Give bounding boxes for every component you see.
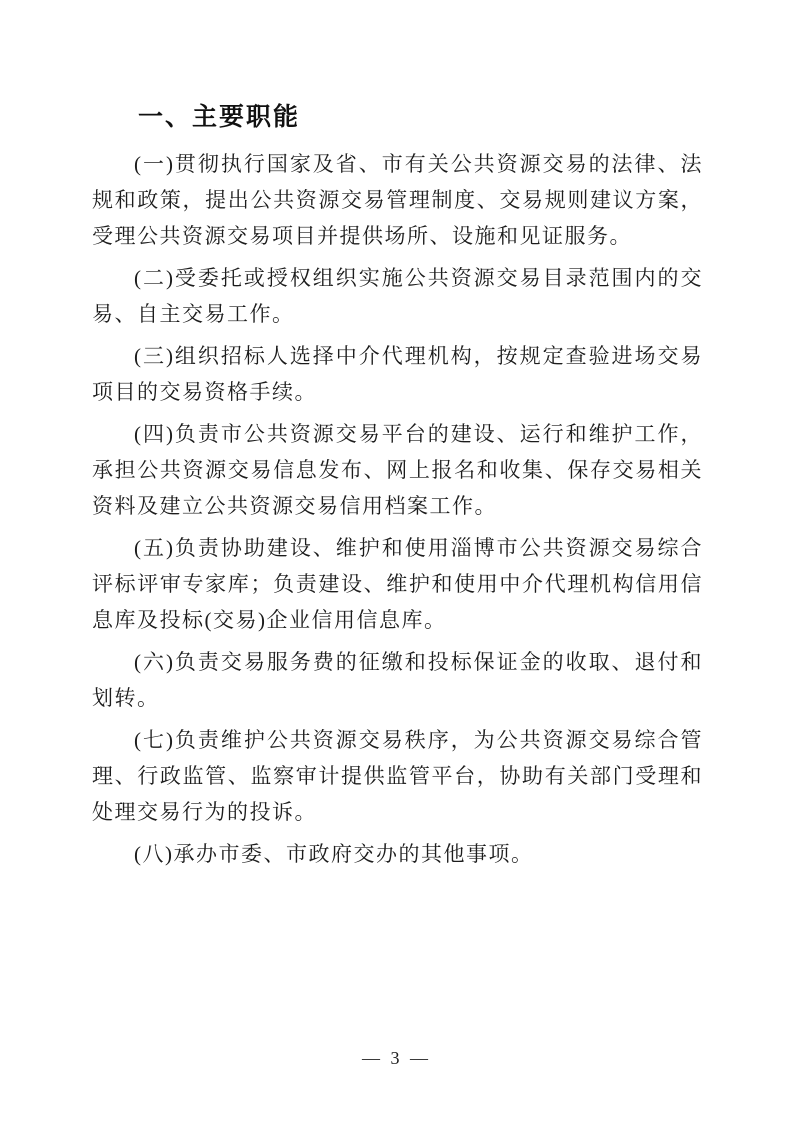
paragraph-3: (三)组织招标人选择中介代理机构，按规定查验进场交易项目的交易资格手续。 [92, 344, 703, 404]
paragraph-5: (五)负责协助建设、维护和使用淄博市公共资源交易综合评标评审专家库；负责建设、维护和使用中介代理机构信用信息库及投标(交易)企业信用信息库。 [92, 536, 703, 632]
paragraph-4: (四)负责市公共资源交易平台的建设、运行和维护工作，承担公共资源交易信息发布、网上报名和收集、保存交易相关资料及建立公共资源交易信用档案工作。 [92, 422, 703, 518]
paragraph-6: (六)负责交易服务费的征缴和投标保证金的收取、退付和划转。 [92, 650, 703, 710]
section-title: 一、主要职能 [138, 103, 301, 131]
paragraph-7: (七)负责维护公共资源交易秩序，为公共资源交易综合管理、行政监管、监察审计提供监管平台，协助有关部门受理和处理交易行为的投诉。 [92, 728, 703, 824]
body-text [92, 146, 703, 872]
content-area [92, 100, 703, 878]
paragraph-2: (二)受委托或授权组织实施公共资源交易目录范围内的交易、自主交易工作。 [92, 266, 703, 326]
page-number: — 3 — [362, 1048, 431, 1068]
paragraph-8: (八)承办市委、市政府交办的其他事项。 [134, 842, 534, 866]
paragraph-1: (一)贯彻执行国家及省、市有关公共资源交易的法律、法规和政策，提出公共资源交易管理制度、交易规则建议方案，受理公共资源交易项目并提供场所、设施和见证服务。 [92, 152, 703, 248]
